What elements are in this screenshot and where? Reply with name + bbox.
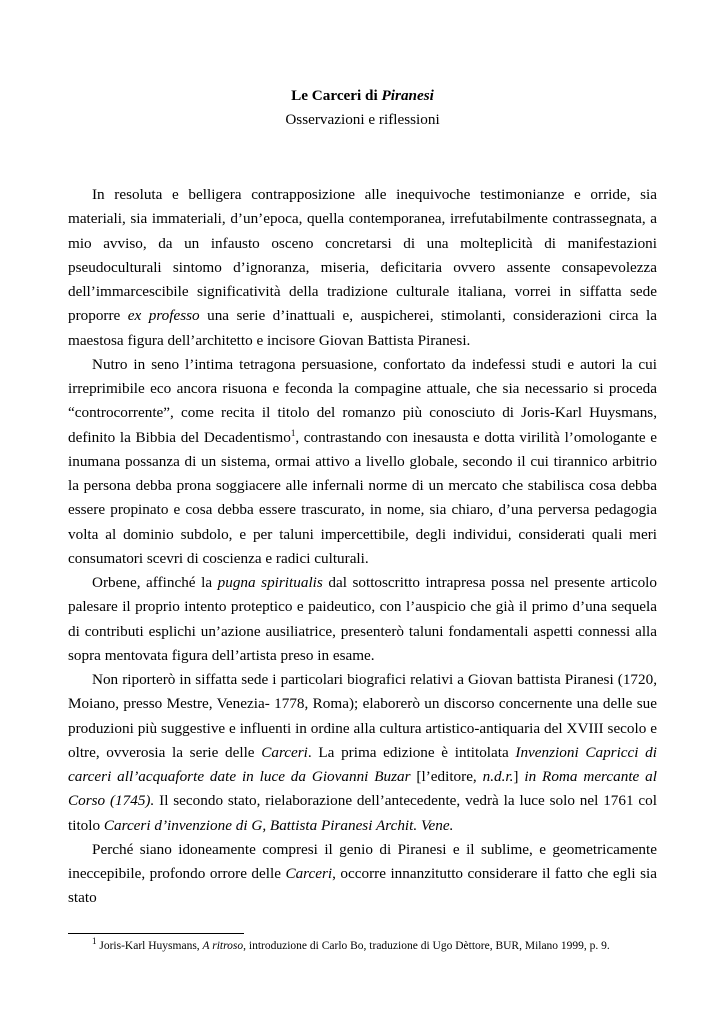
text-run: Non riporterò in siffatta sede i particolari biografici relativi a Giovan battista Piranesi (1720, Moiano, presso Mestre, Venezia- 1778, Roma); elaborerò un discorso concernente una delle sue produzioni più suggestive e influenti in ordine alla cultura artistico-antiquaria del XVIII secolo e oltre, ovverosia la serie delle: [68, 671, 657, 761]
paragraph: [68, 353, 657, 571]
text-run: In resoluta e belligera contrapposizione alle inequivoche testimonianze e orride, sia materiali, sia immateriali, d’un’epoca, quella contemporanea, irrefutabilmente contrassegnata, a mio avviso, da un infausto osceno concretarsi di una molteplicità di manifestazioni pseudoculturali sintomo d’ignoranza, miseria, deficitaria ovvero assente consapevolezza dell’immarcescibile significatività della tradizione culturale italiana, vorrei in siffatta sede proporre: [68, 186, 657, 325]
text-run: Carceri d’invenzione di G, Battista Piranesi Archit. Vene.: [103, 816, 454, 834]
text-run: , introduzione di Carlo Bo, traduzione di Ugo Dèttore, BUR, Milano 1999, p. 9.: [243, 940, 610, 952]
title-prefix: Le Carceri di: [291, 87, 382, 104]
footnote-divider: [68, 933, 244, 934]
text-run: in Roma mercante al Corso (1745).: [68, 768, 657, 810]
text-run: Il secondo stato, rielaborazione dell’antecedente, vedrà la luce solo nel 1761 col titolo: [68, 792, 657, 834]
document-title: [0, 84, 725, 108]
paragraph: [68, 183, 657, 353]
title-italic: Piranesi: [381, 87, 434, 104]
text-run: Nutro in seno l’intima tetragona persuasione, confortato da indefessi studi e autori la cui irreprimibile eco ancora risuona e feconda la compagine attuale, che sia necessario si proceda “controcorrente”, come recita il titolo del romanzo più conosciuto di Joris-Karl Huysmans, definito la Bibbia del Decadentismo: [68, 355, 657, 446]
text-run: , contrastando con inesausta e dotta virilità l’omologante e inumana possanza di un sistema, ormai attivo a livello globale, secondo il cui tirannico arbitrio la persona debba prona soggiacere alle infernali norme di un mercato che stabilisca cosa debba essere propinato e cosa debba essere trascurato, in nome, sia chiaro, d’una perversa pedagogia volta al dominio subdolo, e per taluni impercettibile, degli individui, considerati quali meri consumatori scevri di coscienza e radici culturali.: [68, 428, 657, 567]
text-run: pugna spiritualis: [217, 574, 323, 591]
footnote: [68, 936, 657, 954]
text-run: n.d.r.: [482, 768, 514, 785]
footnote-ref: 1: [92, 936, 97, 947]
paragraph: [68, 571, 657, 668]
paragraph: [68, 668, 657, 838]
text-run: Perché siano idoneamente compresi il genio di Piranesi e il sublime, e geometricamente ineccepibile, profondo orrore delle: [68, 840, 657, 882]
text-run: Orbene, affinché la: [92, 574, 218, 591]
text-run: Invenzioni Capricci di carceri all’acquaforte date in luce da Giovanni Buzar: [68, 743, 657, 785]
body-text: [68, 183, 657, 911]
paragraph: [68, 838, 657, 911]
title-block: [0, 84, 725, 132]
text-run: Carceri: [285, 865, 333, 882]
text-run: una serie d’inattuali e, auspicherei, stimolanti, considerazioni circa la maestosa figura dell’architetto e incisore Giovan Battista Piranesi.: [68, 307, 657, 349]
text-run: ex professo: [127, 307, 200, 325]
text-run: , occorre innanzitutto considerare il fatto che egli sia stato: [68, 865, 657, 907]
text-run: A ritroso: [202, 940, 244, 952]
text-run: Joris-Karl Huysmans,: [96, 940, 203, 952]
document-subtitle: Osservazioni e riflessioni: [285, 111, 440, 128]
text-run: Carceri: [261, 743, 308, 761]
footnote-ref: 1: [290, 427, 296, 438]
text-run: dal sottoscritto intrapresa possa nel presente articolo palesare il proprio intento proteptico e paideutico, con l’auspicio che già il primo d’una sequela di contributi esplichi un’azione ausiliatrice, presenterò taluni fondamentali aspetti connessi alla sopra mentovata figura dell’artista preso in esame.: [68, 574, 657, 664]
text-run: . La prima edizione è intitolata: [307, 743, 516, 761]
text-run: [l’editore,: [410, 768, 483, 785]
text-run: ]: [513, 768, 525, 785]
